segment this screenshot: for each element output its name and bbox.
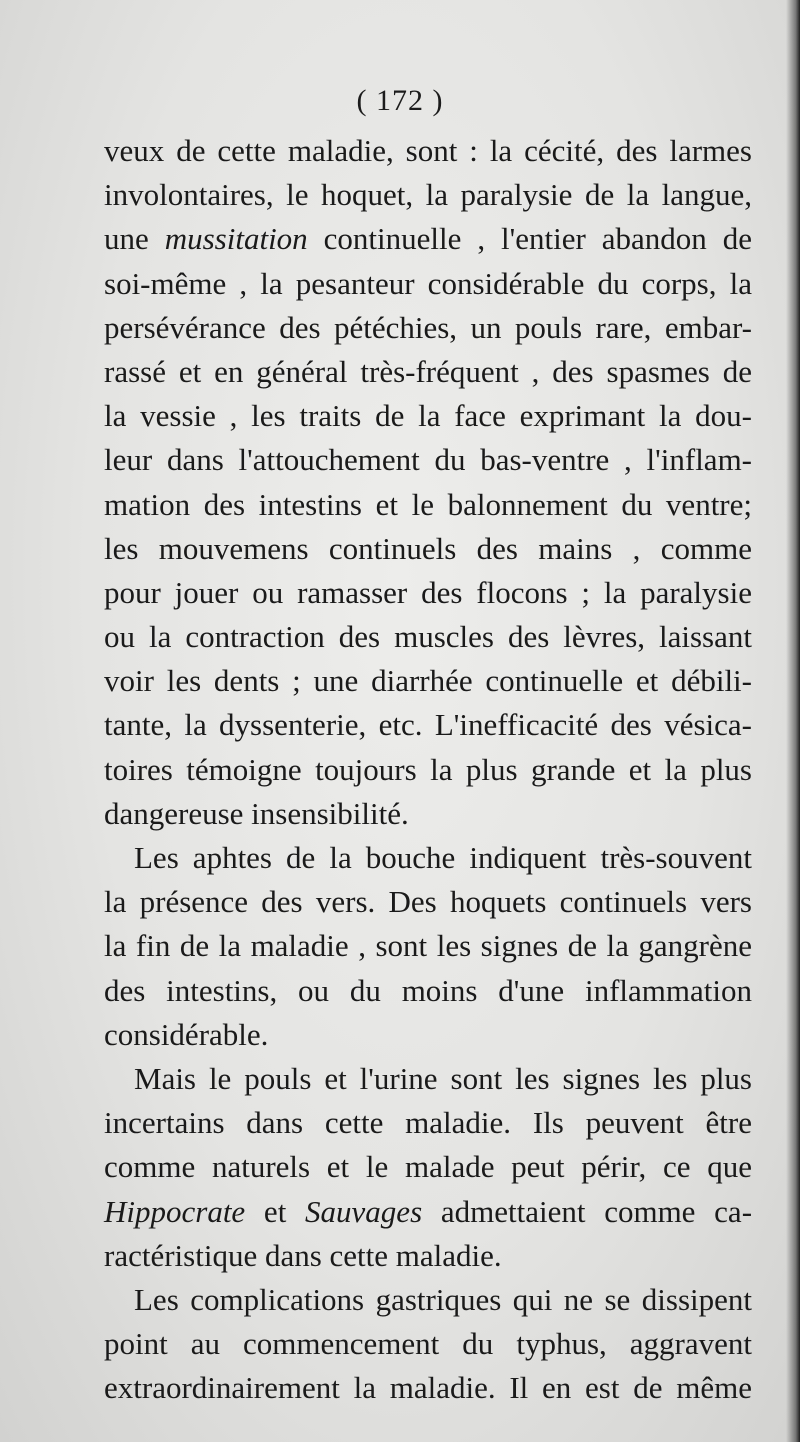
text-line [104, 1190, 752, 1234]
text-segment: persévérance des pétéchies, un pouls rare, embar- [104, 309, 752, 345]
text-segment: ractéristique dans cette maladie. [104, 1237, 502, 1273]
text-line [104, 969, 752, 1013]
text-line [104, 1322, 752, 1366]
text-segment: voir les dents ; une diarrhée continuelle et débili- [104, 663, 752, 699]
text-line [104, 1145, 752, 1189]
text-line [104, 615, 752, 659]
text-line [104, 129, 752, 173]
text-line [104, 173, 752, 217]
text-segment: toires témoigne toujours la plus grande et la plus [104, 751, 752, 787]
text-segment: incertains dans cette maladie. Ils peuvent être [104, 1105, 752, 1141]
text-segment: la vessie , les traits de la face exprimant la dou- [104, 398, 752, 434]
text-line [104, 703, 752, 747]
text-segment: rassé et en général très-fréquent , des spasmes de [104, 353, 752, 389]
page-edge-shadow [786, 0, 800, 1442]
text-segment: extraordinairement la maladie. Il en est de même [104, 1370, 752, 1406]
text-segment: pour jouer ou ramasser des flocons ; la paralysie [104, 574, 752, 610]
italic-segment: Hippocrate [104, 1193, 246, 1229]
text-segment: la présence des vers. Des hoquets continuels vers [104, 884, 752, 920]
text-segment: point au commencement du typhus, aggravent [104, 1326, 752, 1362]
text-line [104, 1366, 752, 1410]
text-line [104, 1278, 752, 1322]
text-segment: des intestins, ou du moins d'une inflammation [104, 972, 752, 1008]
text-segment: mation des intestins et le balonnement du ventre; [104, 486, 752, 522]
text-segment: la fin de la maladie , sont les signes de la gangrène [104, 928, 752, 964]
text-segment: comme naturels et le malade peut périr, ce que [104, 1149, 752, 1185]
text-segment: continuelle , l'entier abandon de [307, 221, 752, 257]
text-segment: dangereuse insensibilité. [104, 795, 409, 831]
text-line [104, 1013, 752, 1057]
text-line [104, 1057, 752, 1101]
text-segment: leur dans l'attouchement du bas-ventre , l'inflam- [104, 442, 752, 478]
text-line [104, 792, 752, 836]
text-line [104, 438, 752, 482]
text-line [104, 571, 752, 615]
text-line [104, 836, 752, 880]
text-segment: considérable. [104, 1016, 269, 1052]
text-line [104, 1234, 752, 1278]
italic-segment: Sauvages [305, 1193, 423, 1229]
text-segment: les mouvemens continuels des mains , comme [104, 530, 752, 566]
page-number: ( 172 ) [356, 84, 444, 117]
text-segment: une [104, 221, 165, 257]
text-line [104, 659, 752, 703]
text-line [104, 880, 752, 924]
text-segment: soi-même , la pesanteur considérable du corps, la [104, 265, 752, 301]
text-line [104, 1101, 752, 1145]
text-line [104, 483, 752, 527]
text-line [104, 924, 752, 968]
text-segment: veux de cette maladie, sont : la cécité, des larmes [104, 133, 752, 168]
text-segment: admettaient comme ca- [422, 1193, 753, 1229]
text-segment: ou la contraction des muscles des lèvres, laissant [104, 619, 752, 655]
text-segment: et [245, 1193, 306, 1229]
text-line [104, 306, 752, 350]
text-segment: Les complications gastriques qui ne se dissipent [134, 1281, 752, 1317]
text-line [104, 217, 752, 261]
text-line [104, 394, 752, 438]
text-line [104, 527, 752, 571]
italic-segment: mussitation [164, 221, 308, 257]
text-line [104, 262, 752, 306]
text-line [104, 350, 752, 394]
body-text [104, 129, 752, 1410]
text-segment: Les aphtes de la bouche indiquent très-souvent [134, 840, 752, 875]
text-segment: involontaires, le hoquet, la paralysie de la langue, [104, 177, 752, 213]
text-segment: tante, la dyssenterie, etc. L'inefficacité des vésica- [104, 707, 752, 743]
text-line [104, 748, 752, 792]
text-segment: Mais le pouls et l'urine sont les signes les plus [134, 1060, 752, 1096]
